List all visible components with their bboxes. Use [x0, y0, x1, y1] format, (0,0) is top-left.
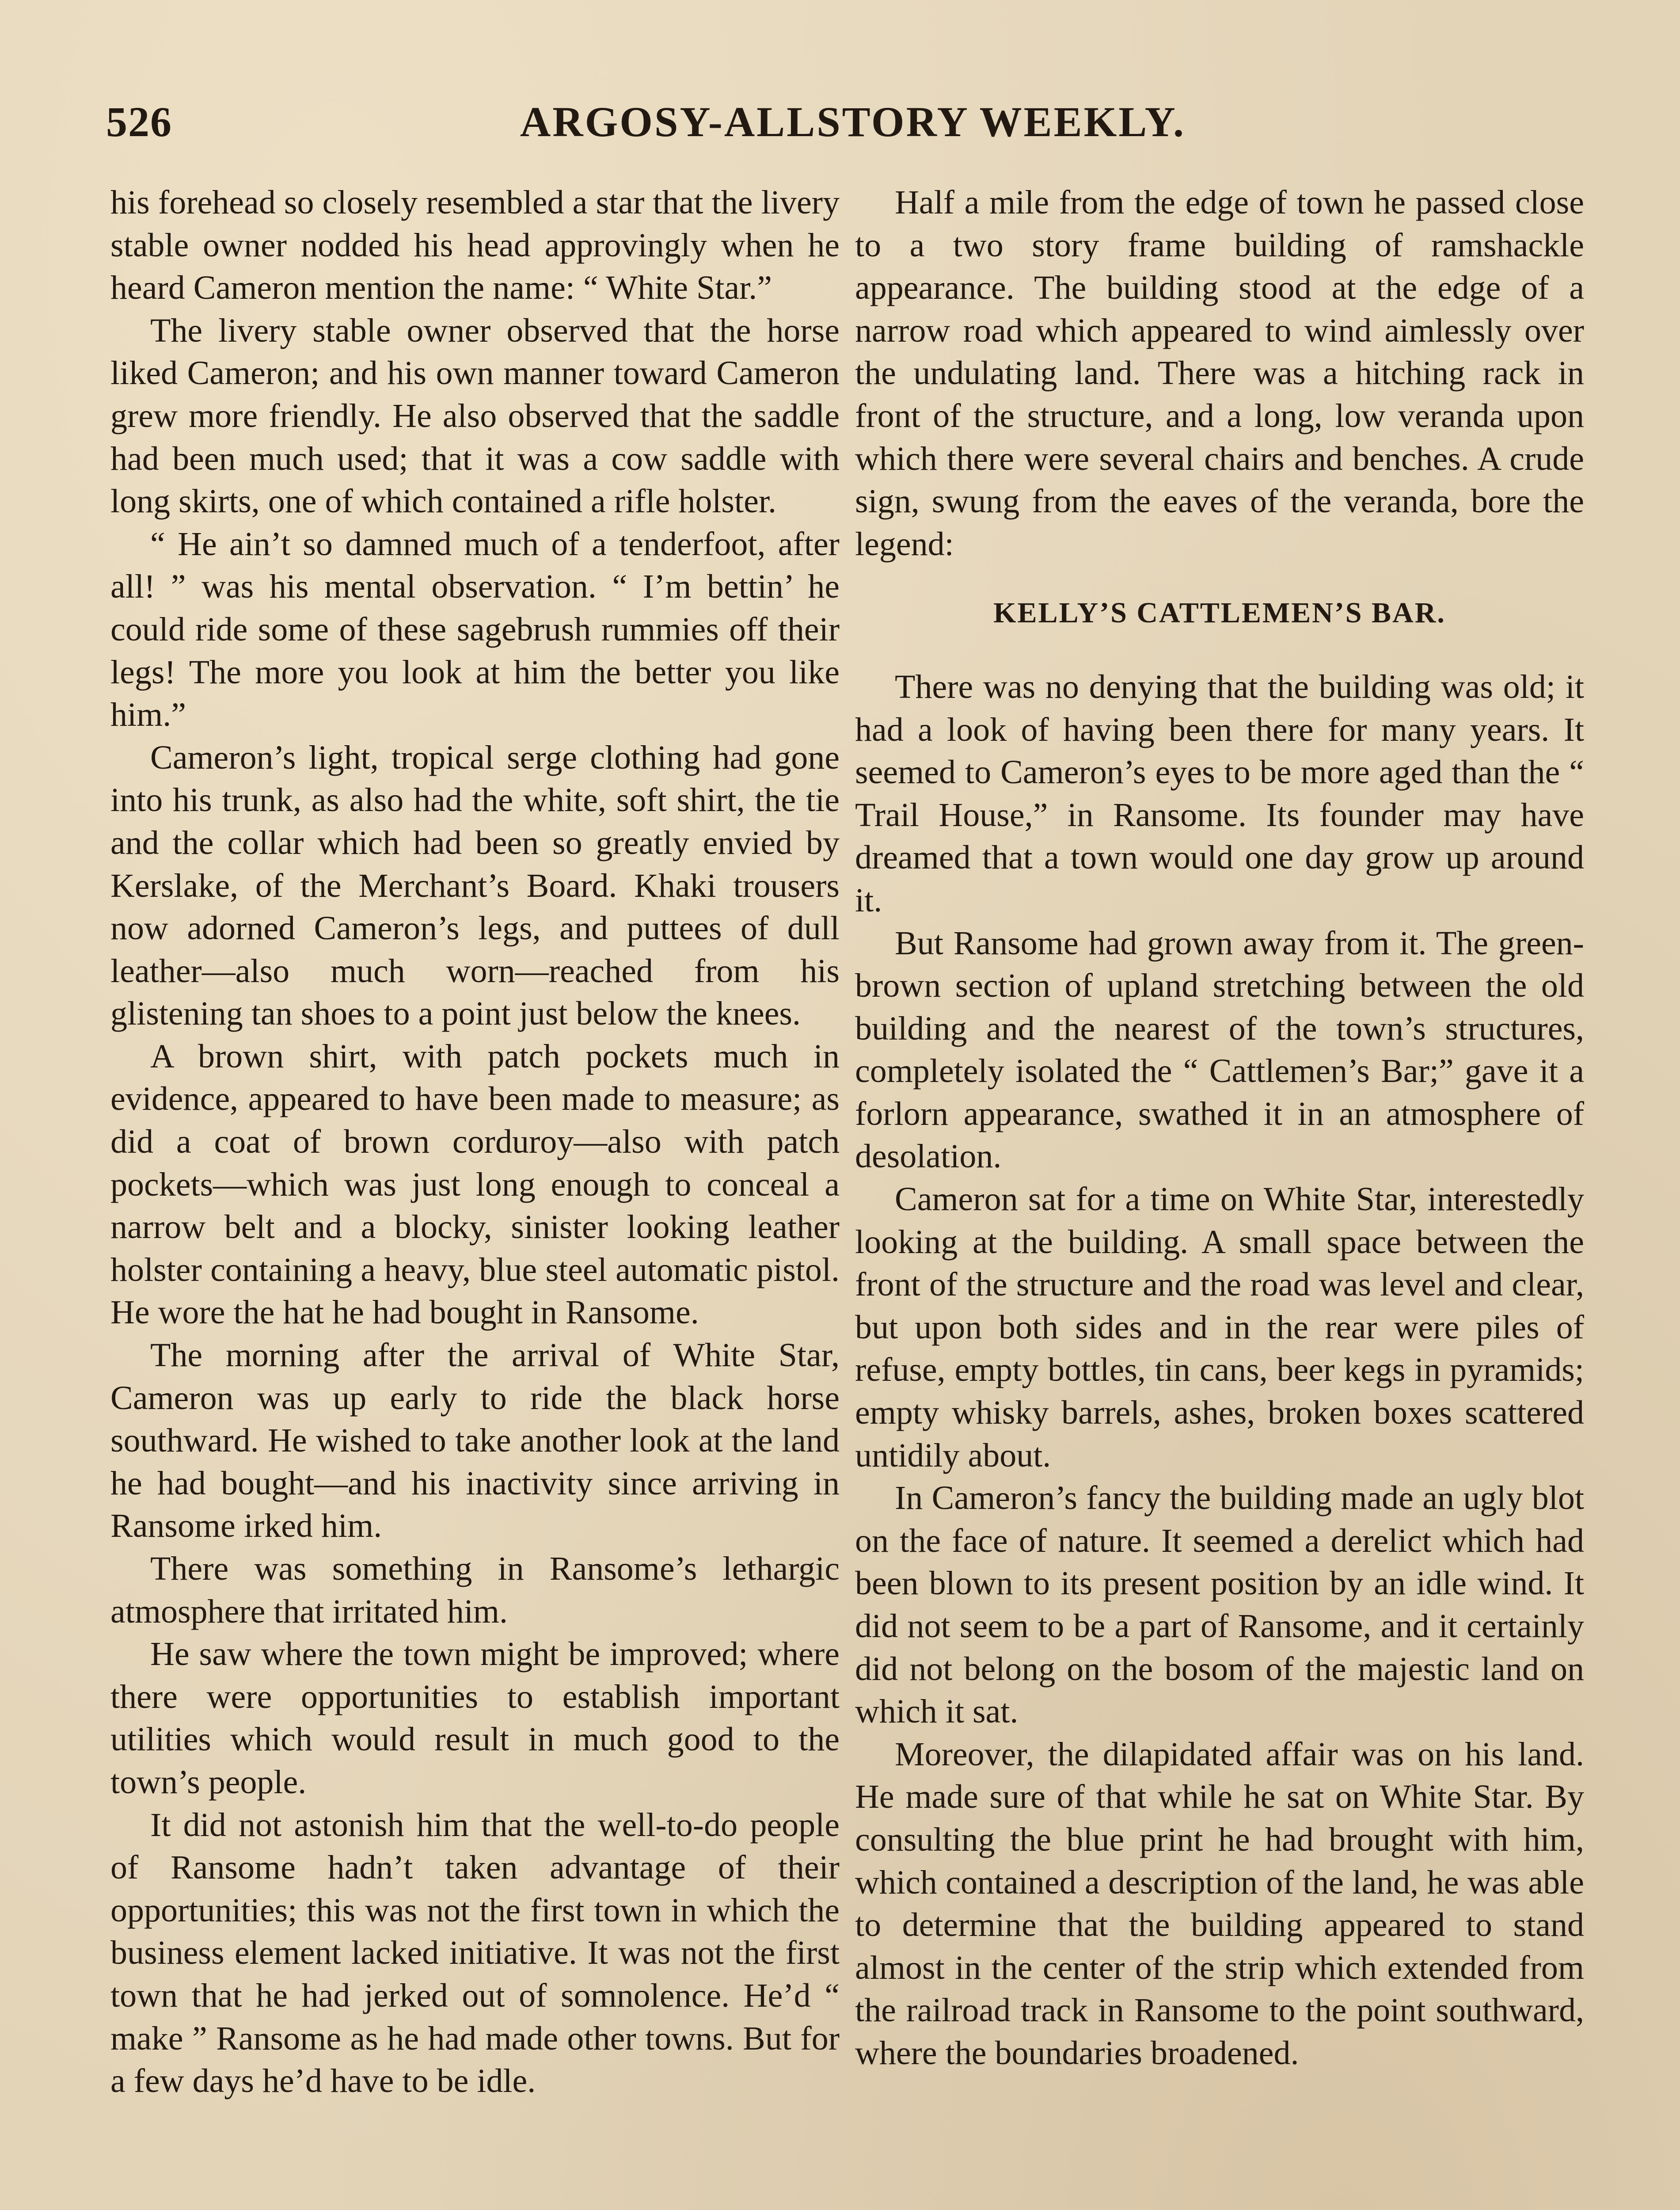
paragraph: “ He ain’t so damned much of a tenderfoot, after all! ” was his mental observation. “ I’m bettin’ he could ride some of these sagebrush rummies off their legs! The more you look at him the better you like him.” [110, 525, 840, 734]
paragraph: Moreover, the dilapidated affair was on his land. He made sure of that while he sat on White Star. By consulting the blue print he had brought with him, which contained a description of the land, he was able to determine that the building appeared to stand almost in the center of the strip which extended from the railroad track in Ransome to the point southward, where the boundaries broadened. [855, 1735, 1584, 2072]
paragraph: Cameron’s light, tropical serge clothing had gone into his trunk, as also had the white, soft shirt, the tie and the collar which had been so greatly envied by Kerslake, of the Merchant’s Board. Khaki trousers now adorned Cameron’s legs, and puttees of dull leather—also much worn—reached from his glistening tan shoes to a point just below the knees. [110, 739, 840, 1033]
sign-legend: KELLY’S CATTLEMEN’S BAR. [993, 597, 1446, 629]
paragraph: The morning after the arrival of White Star, Cameron was up early to ride the black horse southward. He wished to take another look at the land he had bought—and his inactivity since arriving in Ransome irked him. [110, 1337, 840, 1545]
paragraph: A brown shirt, with patch pockets much in evidence, appeared to have been made to measure; as did a coat of brown corduroy—also with patch pockets—which was just long enough to conceal a narrow belt and a blocky, sinister looking leather holster containing a heavy, blue steel automatic pistol. He wore the hat he had bought in Ransome. [110, 1037, 840, 1331]
left-column [110, 181, 840, 2210]
paragraph: But Ransome had grown away from it. The green-brown section of upland stretching between the old building and the nearest of the town’s structures, completely isolated the “ Cattlemen’s Bar;” gave it a forlorn appearance, swathed it in an atmosphere of desolation. [855, 924, 1584, 1175]
paragraph: Cameron sat for a time on White Star, interestedly looking at the building. A small space between the front of the structure and the road was level and clear, but upon both sides and in the rear were piles of refuse, empty bottles, tin cans, beer kegs in pyramids; empty whisky barrels, ashes, broken boxes scattered untidily about. [855, 1181, 1584, 1474]
page-number: 526 [106, 98, 172, 145]
page-header [106, 88, 1600, 159]
paragraph: Half a mile from the edge of town he passed close to a two story frame building of ramshackle appearance. The building stood at the edge of a narrow road which appeared to wind aimlessly over the undulating land. There was a hitching rack in front of the structure, and a long, low veranda upon which there were several chairs and benches. A crude sign, swung from the eaves of the veranda, bore the legend: [855, 184, 1584, 563]
paragraph: The livery stable owner observed that the horse liked Cameron; and his own manner toward Cameron grew more friendly. He also observed that the saddle had been much used; that it was a cow saddle with long skirts, one of which contained a rifle holster. [110, 312, 840, 520]
paragraph: There was no denying that the building was old; it had a look of having been there for many years. It seemed to Cameron’s eyes to be more aged than the “ Trail House,” in Ransome. Its founder may have dreamed that a town would one day grow up around it. [855, 668, 1584, 919]
paragraph: In Cameron’s fancy the building made an ugly blot on the face of nature. It seemed a derelict which had been blown to its present position by an idle wind. It did not seem to be a part of Ransome, and it certainly did not belong on the bosom of the majestic land on which it sat. [855, 1479, 1584, 1730]
paragraph: He saw where the town might be improved; where there were opportunities to establish important utilities which would result in much good to the town’s people. [110, 1635, 840, 1801]
running-title: ARGOSY-ALLSTORY WEEKLY. [520, 98, 1186, 145]
paragraph: There was something in Ransome’s lethargic atmosphere that irritated him. [110, 1550, 840, 1630]
right-column [855, 181, 1584, 2210]
paragraph: his forehead so closely resembled a star that the livery stable owner nodded his head approvingly when he heard Cameron mention the name: “ White Star.” [110, 184, 840, 307]
paragraph: It did not astonish him that the well-to-do people of Ransome hadn’t taken advantage of their opportunities; this was not the first town in which the business element lacked initiative. It was not the first town that he had jerked out of somnolence. He’d “ make ” Ransome as he had made other towns. But for a few days he’d have to be idle. [110, 1806, 840, 2100]
